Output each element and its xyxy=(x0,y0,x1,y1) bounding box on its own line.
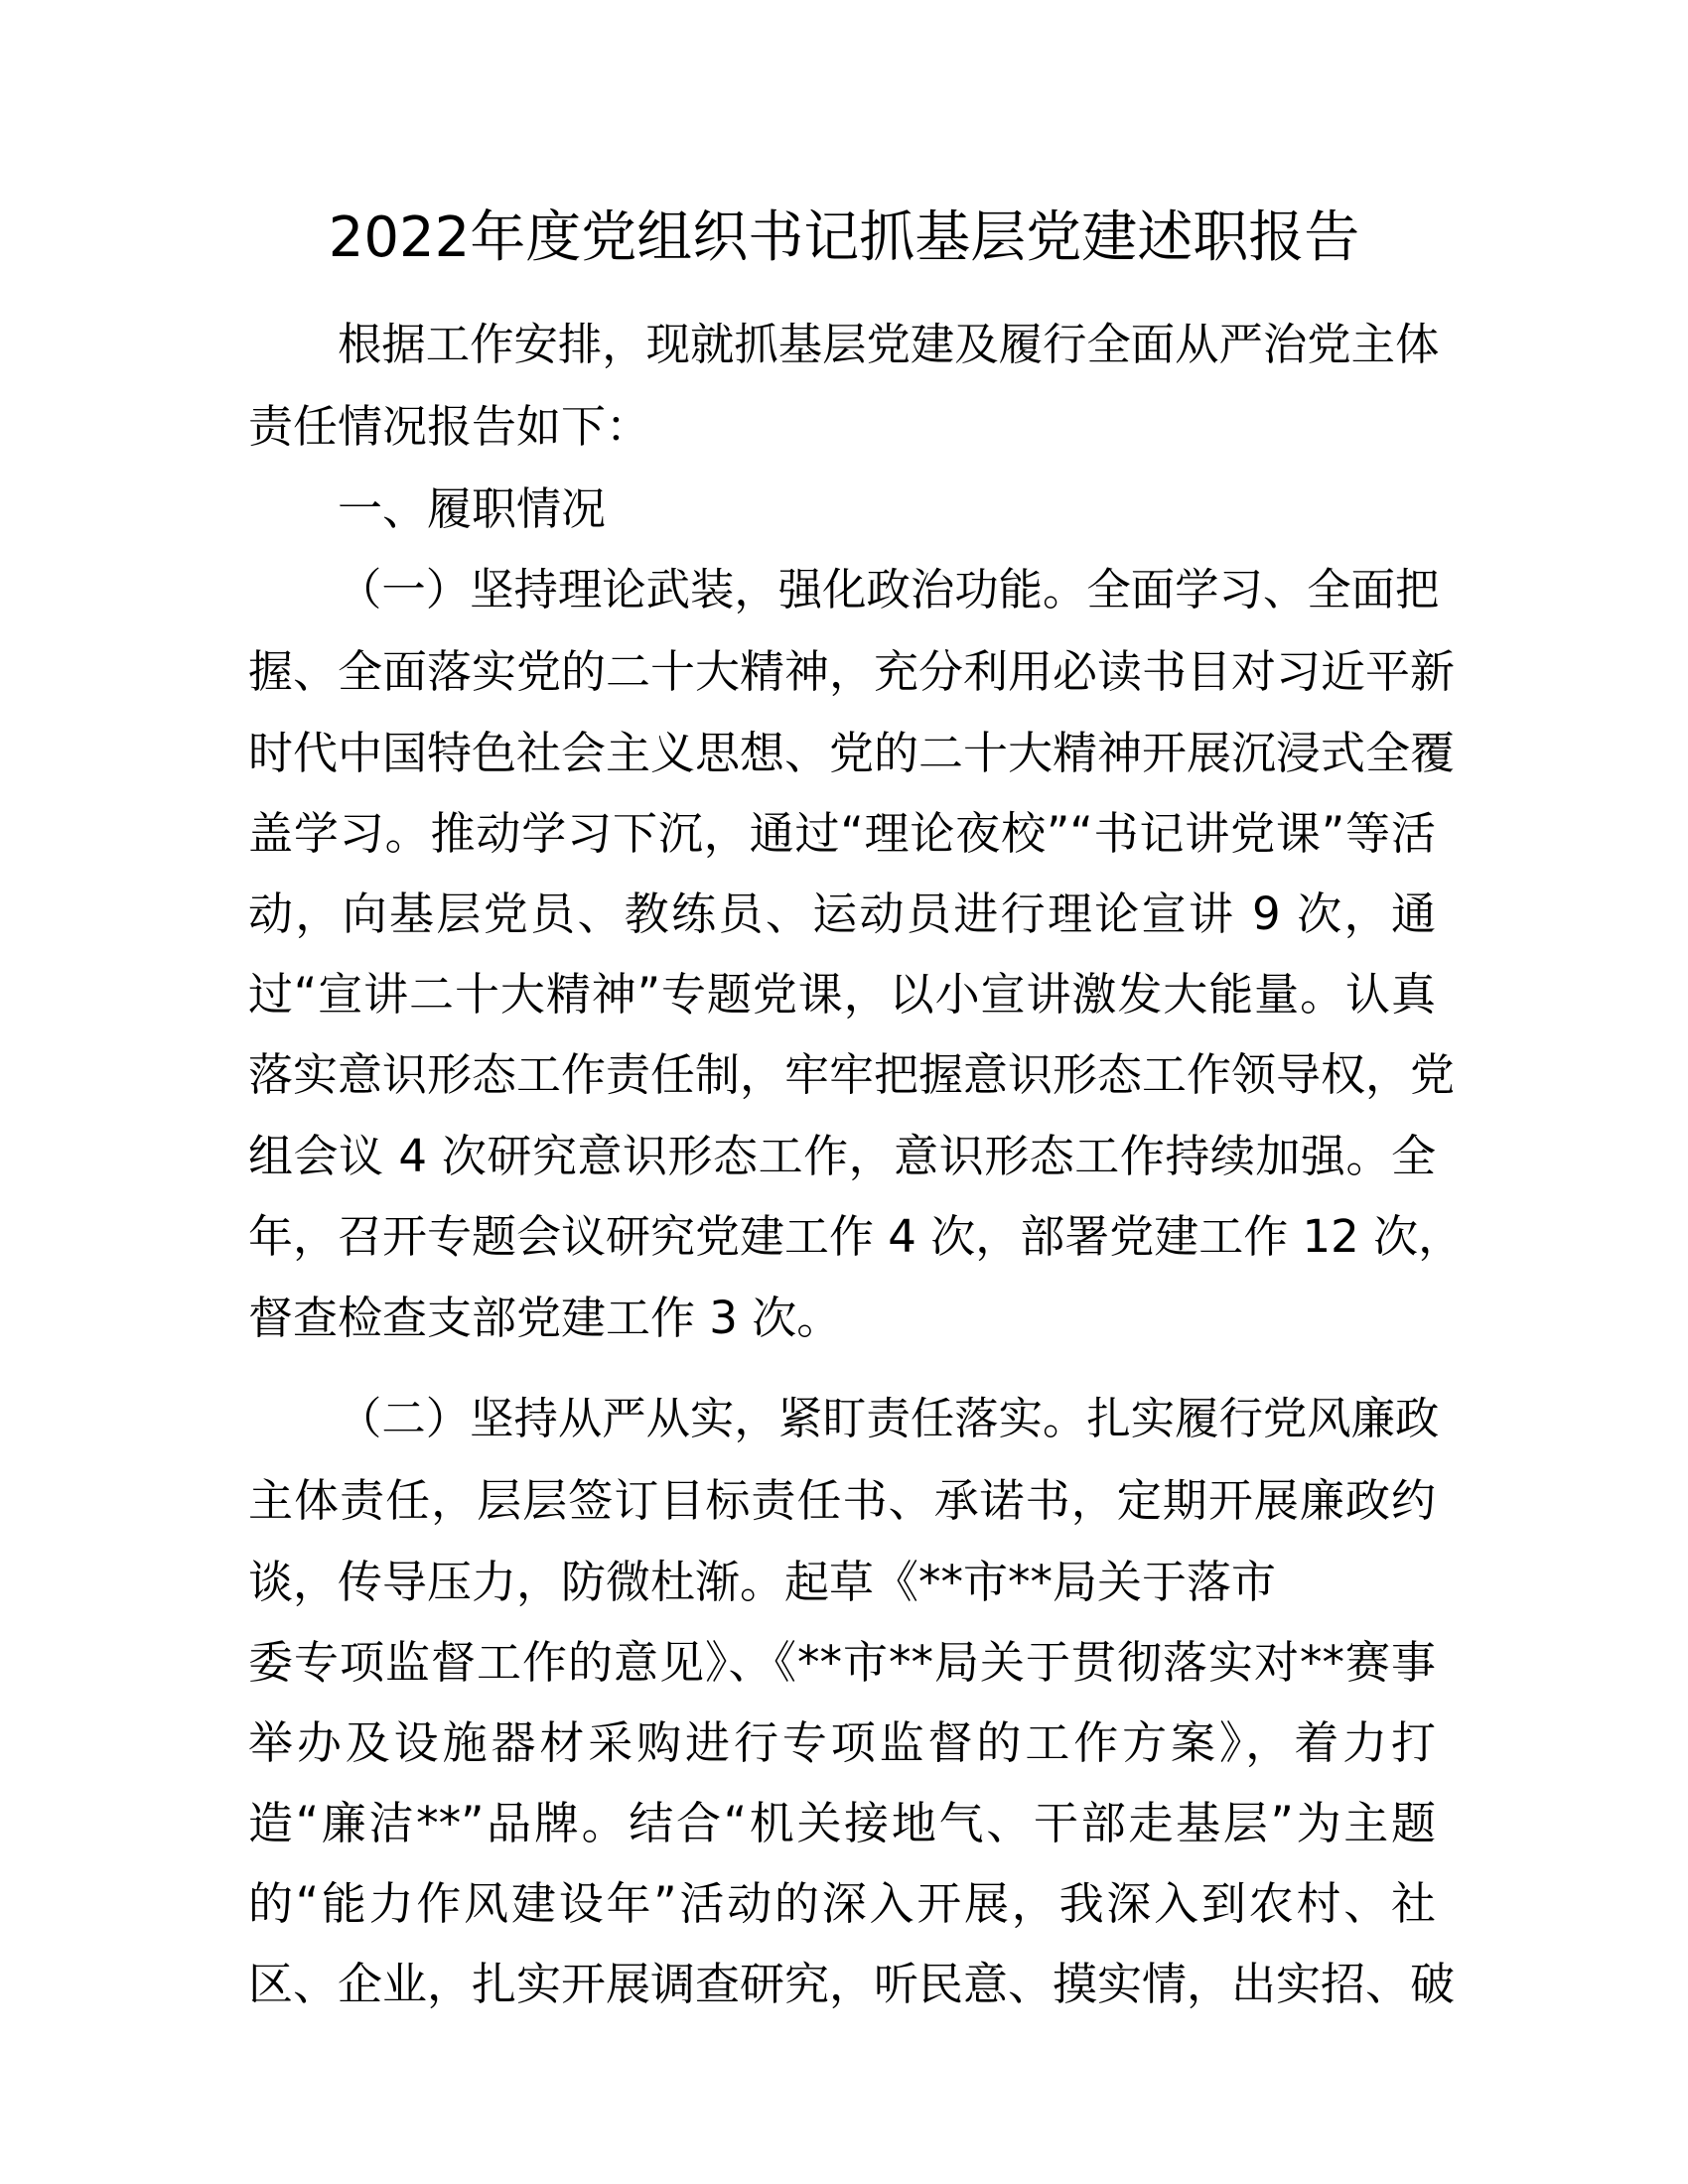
para1-line-6: 过“宣讲二十大精神”专题党课，以小宣讲激发大能量。认真 xyxy=(248,968,1436,1021)
para1-line-9: 年，召开专题会议研究党建工作 4 次，部署党建工作 12 次， xyxy=(248,1210,1464,1263)
intro-line-1: 根据工作安排，现就抓基层党建及履行全面从严治党主体 xyxy=(338,320,1440,370)
para2-line-3: 谈，传导压力，防微杜渐。起草《**市**局关于落市 xyxy=(248,1556,1277,1608)
intro-line-2: 责任情况报告如下： xyxy=(248,400,651,453)
para1-line-3: 时代中国特色社会主义思想、党的二十大精神开展沉浸式全覆 xyxy=(248,727,1456,779)
para2-line-2: 主体责任，层层签订目标责任书、承诺书，定期开展廉政约 xyxy=(248,1474,1436,1527)
para1-line-4: 盖学习。推动学习下沉，通过“理论夜校”“书记讲党课”等活 xyxy=(248,807,1436,860)
para1-line-5: 动，向基层党员、教练员、运动员进行理论宣讲 9 次，通 xyxy=(248,887,1436,940)
section-heading: 一、履职情况 xyxy=(338,482,607,535)
para2-line-1: （二）坚持从严从实，紧盯责任落实。扎实履行党风廉政 xyxy=(338,1394,1440,1444)
para2-line-8: 区、企业，扎实开展调查研究，听民意、摸实情，出实招、破 xyxy=(248,1958,1456,2010)
para2-line-4: 委专项监督工作的意见》、《**市**局关于贯彻落实对**赛事 xyxy=(248,1636,1436,1689)
para1-line-8: 组会议 4 次研究意识形态工作，意识形态工作持续加强。全 xyxy=(248,1130,1436,1182)
para1-line-10: 督查检查支部党建工作 3 次。 xyxy=(248,1292,842,1344)
para1-line-7: 落实意识形态工作责任制，牢牢把握意识形态工作领导权，党 xyxy=(248,1048,1456,1101)
para1-line-2: 握、全面落实党的二十大精神，充分利用必读书目对习近平新 xyxy=(248,645,1456,698)
para2-line-6: 造“廉洁**”品牌。结合“机关接地气、干部走基层”为主题 xyxy=(248,1797,1436,1849)
para2-line-5: 举办及设施器材采购进行专项监督的工作方案》，着力打 xyxy=(248,1716,1436,1769)
document-title: 2022年度党组织书记抓基层党建述职报告 xyxy=(328,205,1360,270)
para2-line-7: 的“能力作风建设年”活动的深入开展，我深入到农村、社 xyxy=(248,1877,1436,1930)
para1-line-1: （一）坚持理论武装，强化政治功能。全面学习、全面把 xyxy=(338,565,1440,615)
